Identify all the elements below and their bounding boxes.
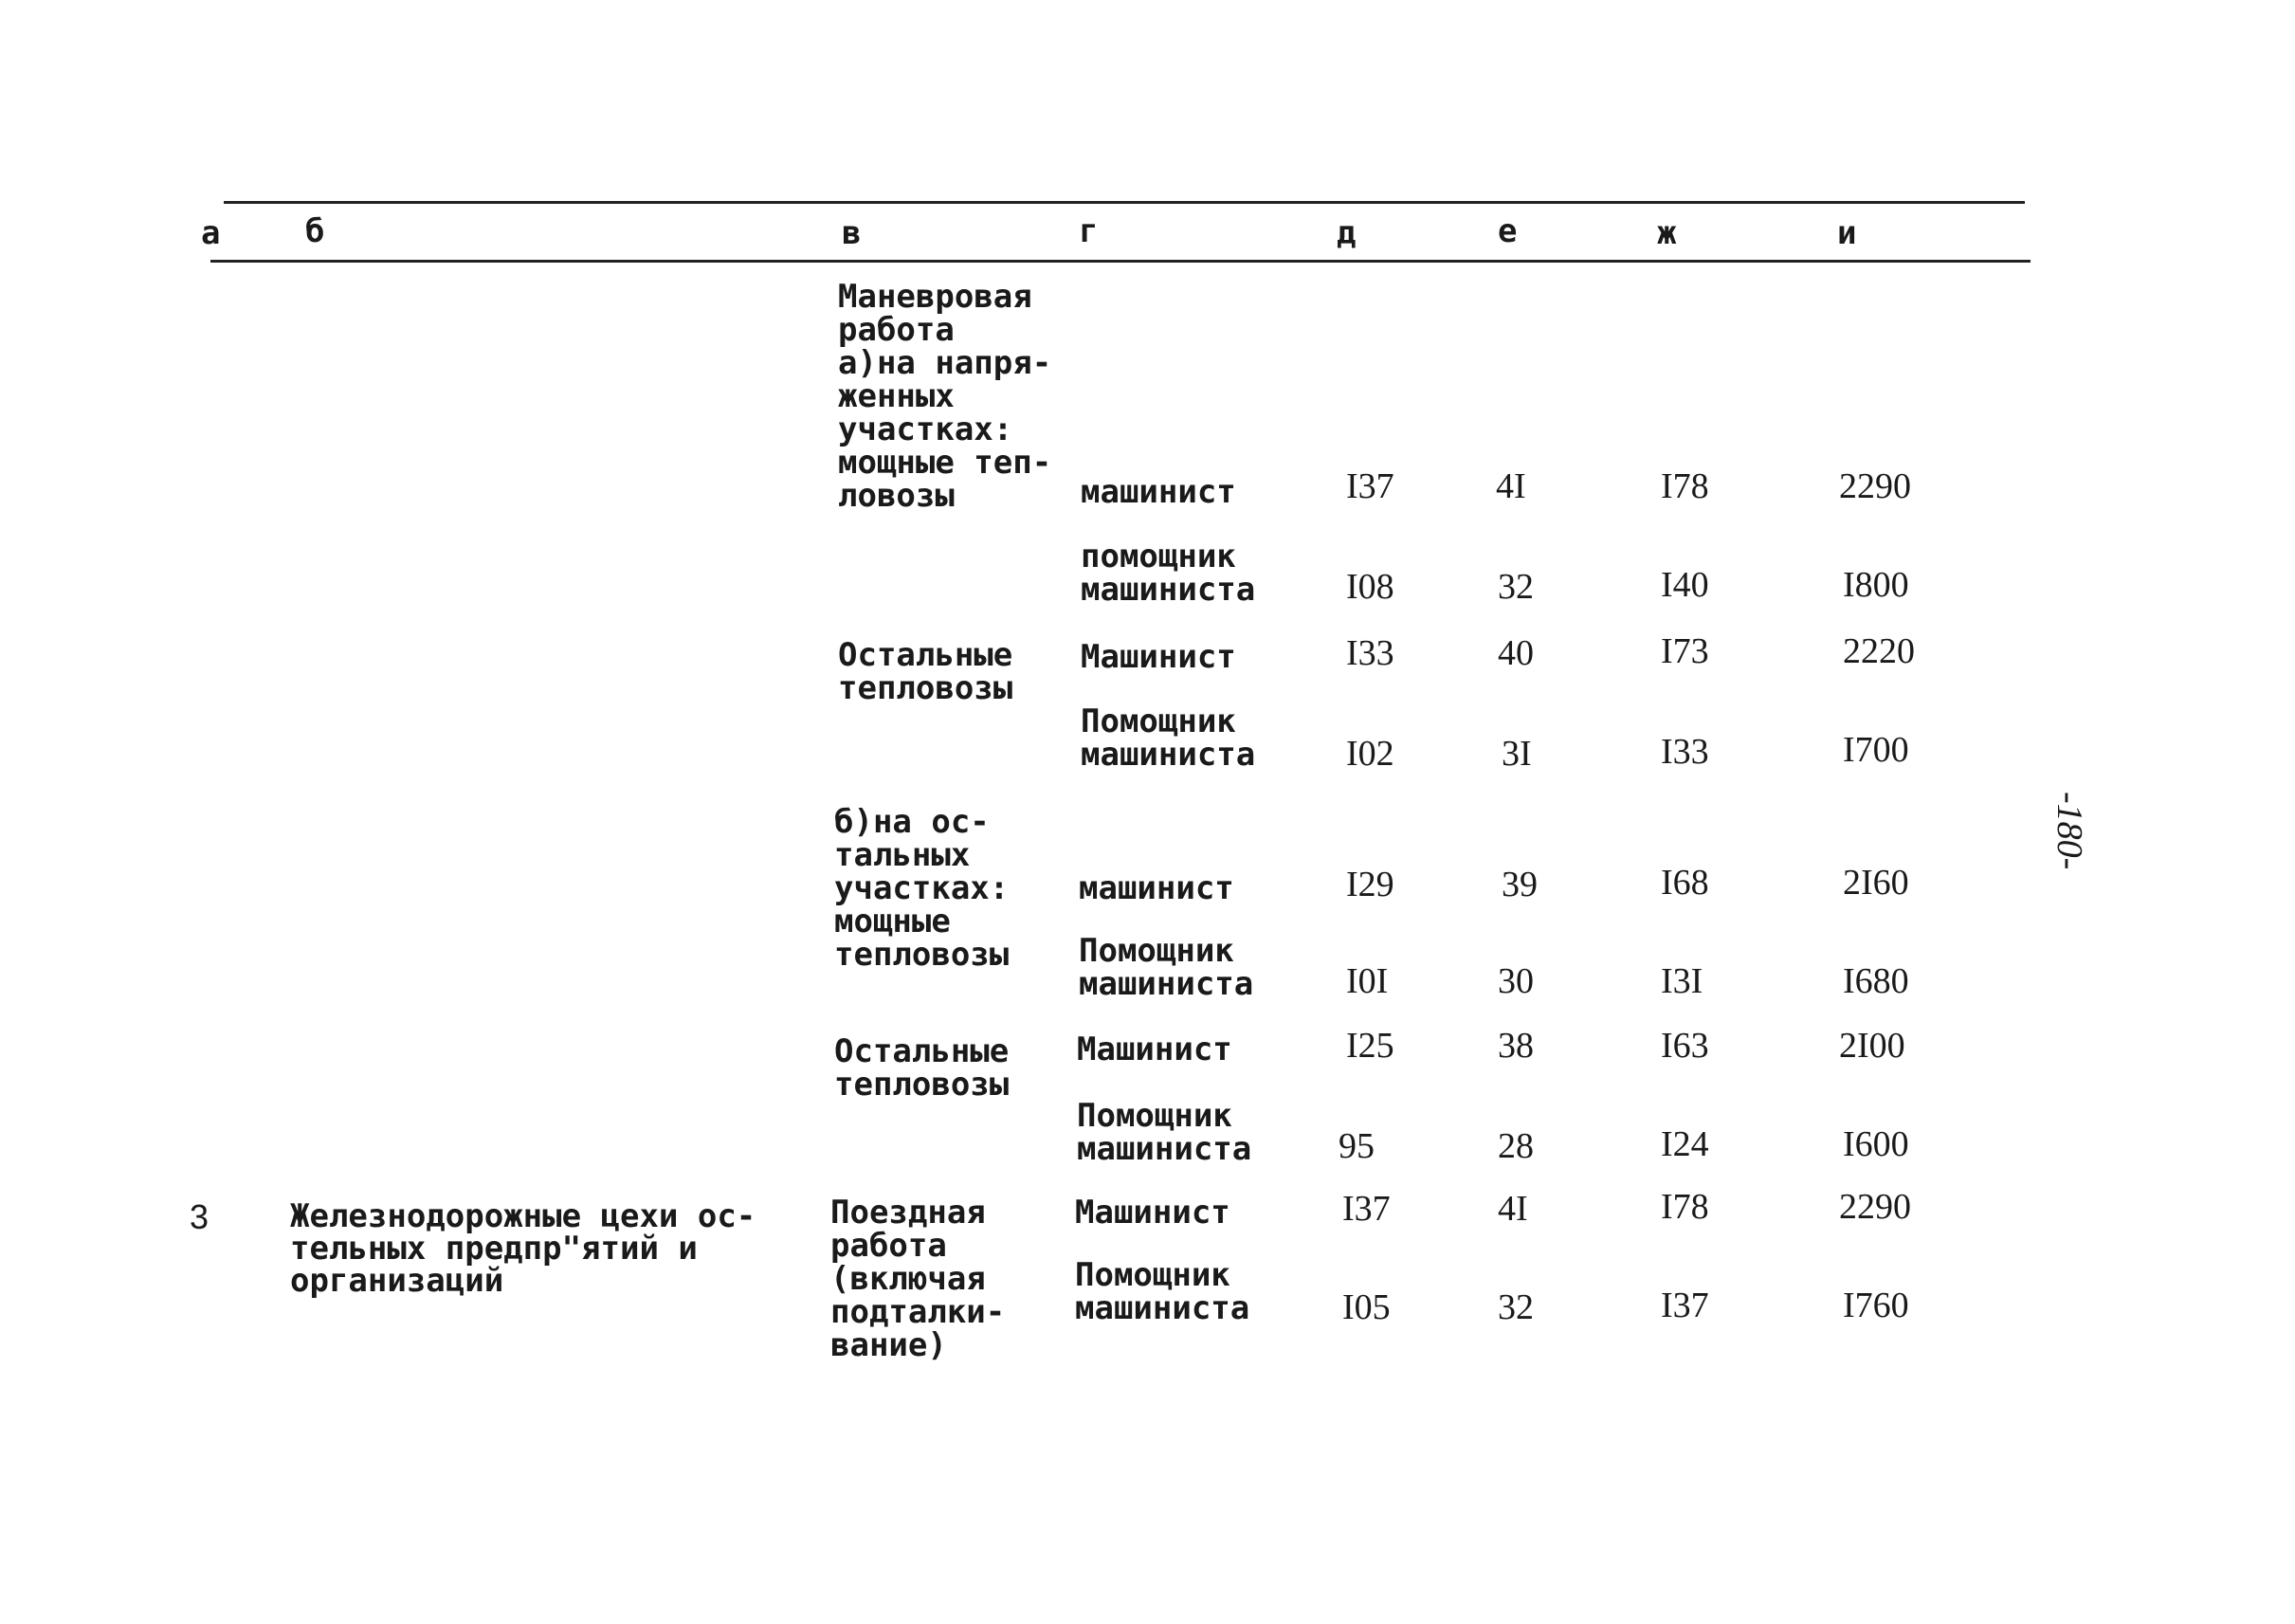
role-cell: машинист	[1081, 473, 1236, 511]
value-d: I25	[1346, 1026, 1394, 1066]
value-e: 3I	[1502, 734, 1532, 774]
role-cell: Машинист	[1075, 1194, 1230, 1232]
value-d: I37	[1346, 466, 1394, 506]
value-d: I29	[1346, 865, 1394, 904]
value-i: I760	[1843, 1286, 1909, 1325]
value-e: 40	[1498, 633, 1534, 673]
value-i: I800	[1843, 565, 1909, 605]
header-col-i: и	[1837, 214, 1857, 252]
value-zh: I37	[1661, 1286, 1709, 1325]
value-d: I0I	[1346, 961, 1389, 1001]
value-e: 39	[1502, 865, 1538, 904]
value-d: 95	[1339, 1126, 1375, 1166]
value-zh: I3I	[1661, 961, 1703, 1001]
value-e: 30	[1498, 961, 1534, 1001]
value-e: 32	[1498, 1287, 1534, 1327]
value-i: 2290	[1839, 1187, 1911, 1227]
value-i: 2I60	[1843, 863, 1909, 903]
header-col-e: е	[1498, 212, 1518, 250]
row-number: 3	[190, 1197, 209, 1236]
organization-name: Железнодорожные цехи ос- тельных предпр"ятий и организаций	[290, 1197, 756, 1300]
value-zh: I24	[1661, 1124, 1709, 1164]
header-top-rule	[224, 201, 2025, 204]
value-e: 4I	[1498, 1189, 1528, 1229]
value-zh: I68	[1661, 863, 1709, 903]
work-type-other-sections-other: Остальные тепловозы	[834, 1032, 1010, 1104]
value-i: I600	[1843, 1124, 1909, 1164]
value-e: 32	[1498, 567, 1534, 607]
work-type-maneuver-other: Остальные тепловозы	[838, 636, 1013, 707]
role-cell: Машинист	[1081, 638, 1236, 676]
value-d: I37	[1342, 1189, 1391, 1229]
role-cell: помощник машиниста	[1081, 538, 1256, 609]
value-d: I33	[1346, 633, 1394, 673]
work-type-train: Поездная работа (включая подталки- вание)	[830, 1194, 1006, 1364]
header-col-a: а	[201, 214, 221, 252]
value-i: 2I00	[1839, 1026, 1905, 1066]
header-bottom-rule	[210, 260, 2031, 263]
value-zh: I78	[1661, 1187, 1709, 1227]
value-e: 38	[1498, 1026, 1534, 1066]
page-number: -180-	[2049, 792, 2089, 870]
role-cell: Помощник машиниста	[1077, 1097, 1252, 1168]
value-d: I02	[1346, 734, 1394, 774]
value-i: I680	[1843, 961, 1909, 1001]
role-cell: Машинист	[1077, 1031, 1232, 1068]
role-cell: Помощник машиниста	[1081, 703, 1256, 774]
header-col-g: г	[1079, 212, 1099, 250]
work-type-other-sections-heavy: б)на ос- тальных участках: мощные тепловозы	[834, 803, 1010, 974]
value-i: 2220	[1843, 631, 1915, 671]
value-i: 2290	[1839, 466, 1911, 506]
value-d: I08	[1346, 567, 1394, 607]
value-i: I700	[1843, 730, 1909, 770]
role-cell: машинист	[1079, 869, 1234, 907]
header-col-b: б	[305, 212, 325, 250]
value-zh: I63	[1661, 1026, 1709, 1066]
role-cell: Помощник машиниста	[1075, 1256, 1250, 1327]
value-e: 28	[1498, 1126, 1534, 1166]
value-zh: I78	[1661, 466, 1709, 506]
value-zh: I73	[1661, 631, 1709, 671]
work-type-maneuver-heavy: Маневровая работа а)на напря- женных участках: мощные теп- ловозы	[838, 278, 1052, 515]
header-col-v: в	[842, 214, 862, 252]
role-cell: Помощник машиниста	[1079, 932, 1254, 1003]
header-col-zh: ж	[1657, 214, 1677, 252]
header-col-d: д	[1337, 214, 1357, 252]
value-zh: I40	[1661, 565, 1709, 605]
value-e: 4I	[1496, 466, 1526, 506]
value-d: I05	[1342, 1287, 1391, 1327]
value-zh: I33	[1661, 732, 1709, 772]
